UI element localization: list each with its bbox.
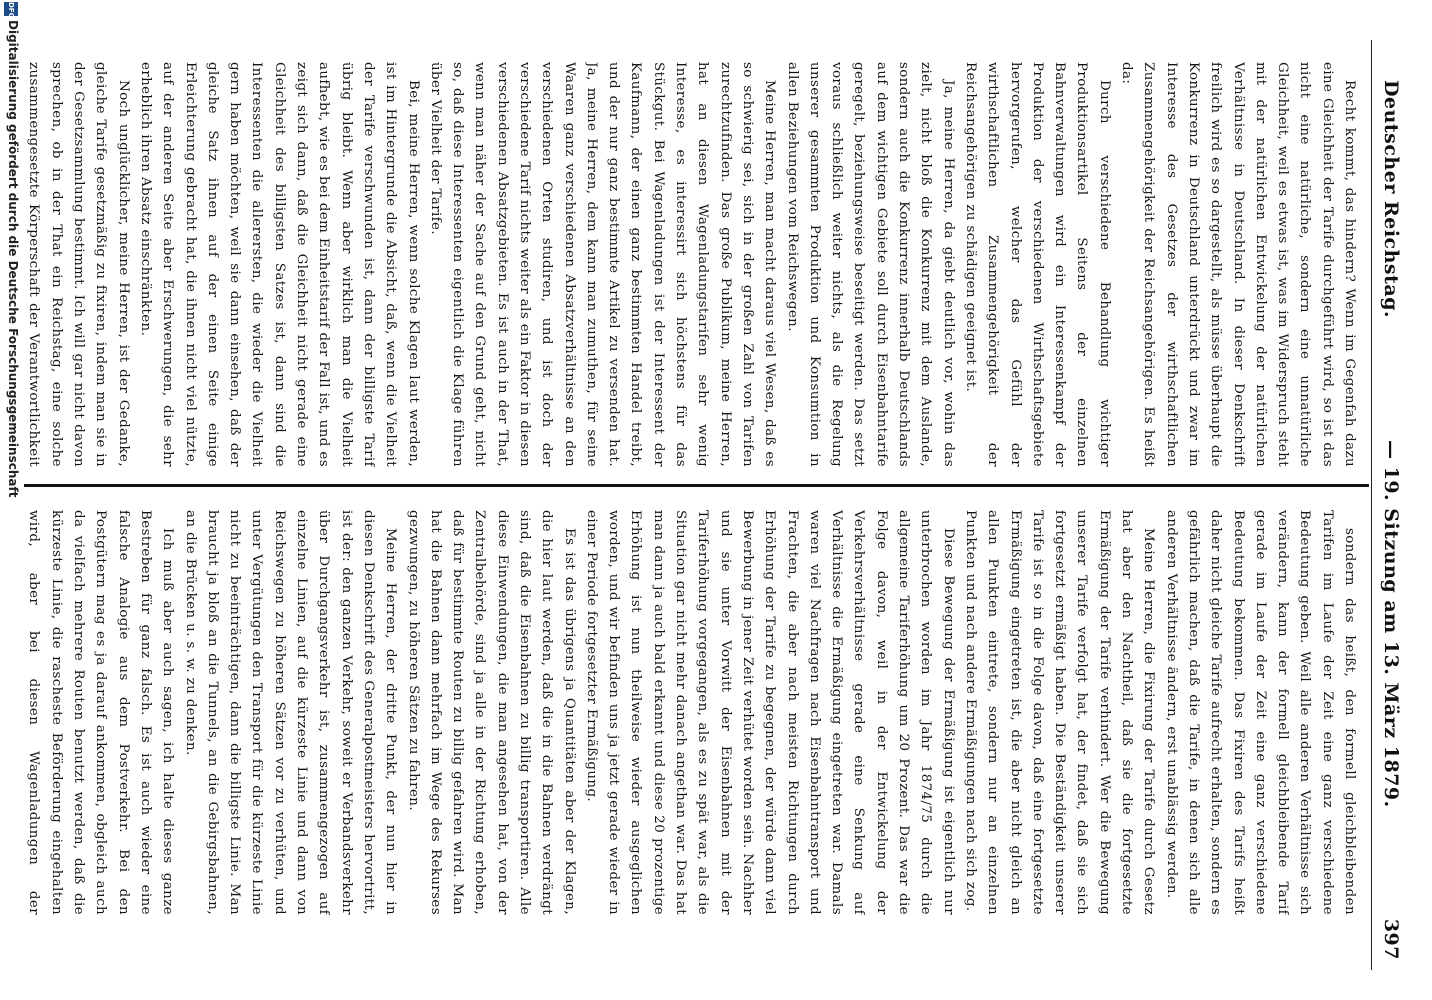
header-title: Deutscher Reichstag. bbox=[1380, 80, 1402, 319]
right-column bbox=[20, 510, 1360, 915]
footer bbox=[0, 0, 22, 1000]
paragraph: Meine Herren, der dritte Punkt, der nun hier in diesen Denkschrift des Generalpostmeisters hervortritt, ist der: den ganzen Verkehr, soweit er Verbandsverkehr über Durchgangsverkehr ist, zusammengezogen auf einzelne Linien, auf die kürzeste Linie und dann von Reichswegen zu höheren Sätzen vor zu verhüten, und unter Vergütungen den Transport für die kürzeste Linie nicht zu beeinträchtigen, dann die billigste Linie. Man braucht ja bloß an die Tunnels, an die Gebirgsbahnen, an die Brücken u. s. w. zu denken. bbox=[182, 510, 399, 915]
paragraph: Durch verschiedene Behandlung wichtiger Produktionsartikel Seitens der einzelnen Bahnverwaltungen wird ein Interessenkampf der Produktion der verschiedenen Wirthschaftsgebiete hervorgerufen, welcher das Gefühl der wirthschaftlichen Zusammengehörigkeit der Reichsangehörigen zu schädigen geeignet ist. bbox=[962, 62, 1112, 467]
page-number: 397 bbox=[1380, 918, 1402, 960]
paragraph: Ja, meine Herren, da giebt deutlich vor, wohin das zielt, nicht bloß die Konkurrenz mit dem Auslande, sondern auch die Konkurrenz innerhalb Deutschlands auf dem wichtigen Gebiete soll durch Eisenbahntarife geregelt, beziehungsweise beseitigt werden. Das setzt voraus schließlich weiter nichts, als die Regelung unserer gesammten Produktion und Konsumtion in allen Beziehungen vom Reichswegen. bbox=[784, 62, 956, 467]
paragraph: Ich muß aber auch sagen, ich halte dieses ganze Bestreben für ganz falsch. Es ist auch wieder eine falsche Analogie aus dem Postverkehr. Bei den Postgütern mag es ja darauf ankommen, obgleich auch da vielfach mehrere Routen benutzt werden, daß die kürzeste Linie, die rascheste Beförderung eingehalten wird, aber bei diesen Wagenladungen der bbox=[26, 510, 176, 915]
paragraph: Bei, meine Herren, wenn solche Klagen laut werden, ist im Hintergrunde die Absicht, daß, wenn die Vielheit der Tarife verschwunden ist, dann der billigste Tarif übrig bleibt. Wenn aber wirklich man die Vielheit aufhebt, wie es bei dem Einheitstarif der Fall ist, und es zeigt sich dann, daß die Gleichheit nicht gerade eine Gleichheit des billigsten Satzes ist, dann sind die Interessenten die allerersten, die wieder die Vielheit gern haben möchten, weil sie dann einsehen, daß der gleiche Satz ihnen auf der einen Seite einige Erleichterung gebracht hat, die ihnen nicht viel nützte, auf der anderen Seite aber Erschwerungen, die sehr erheblich ihren Absatz einschränkten. bbox=[137, 62, 421, 467]
header-session: — 19. Sitzung am 13. März 1879. bbox=[1380, 440, 1402, 808]
paragraph: sondern das heißt, den formell gleichbleibenden Tarifen im Laufe der Zeit eine ganz verschiedene Bedeutung geben. Weil alle anderen Verhältnisse sich verändern, kann der formell gleichbleibende Tarif gerade im Laufe der Zeit eine ganz verschiedene Bedeutung bekommen. Das Fixiren des Tarifs heißt daher nicht gleiche Tarife aufrecht erhalten, sondern es gefährlich machen, daß die Tarife, in denen sich alle anderen Verhältnisse ändern, erst unablässig werden. bbox=[1163, 510, 1357, 915]
paragraph: Recht kommt, das hindern? Wenn im Gegenfah dazu eine Gleichheit der Tarife durchgeführt wird, so ist das nicht eine natürliche, sondern eine unnatürliche Gleichheit, weil es etwas ist, was im Widerspruch steht mit der natürlichen Entwickelung der natürlichen Verhältnisse in Deutschland. In dieser Denkschrift freilich wird es so dargestellt, als müsse überhaupt die Konkurrenz in Deutschland unterdrückt und zwar im Interesse des Gesetzes der wirthschaftlichen Zusammengehörigkeit der Reichsangehörigen. Es heißt da: bbox=[1119, 62, 1357, 467]
dfg-logo: DFG bbox=[4, 2, 18, 16]
page-header bbox=[1374, 80, 1402, 960]
footer-text: Digitalisierung gefördert durch die Deutsche Forschungsgemeinschaft bbox=[6, 20, 20, 498]
left-column bbox=[20, 62, 1360, 467]
header-rule bbox=[1371, 40, 1372, 970]
paragraph: Es ist das übrigens ja Quantitäten aber der Klagen, die hier laut werden, daß die in die Bahnen verdrängt sind, daß die Eisenbahnen zu billig transportiren. Alle diese Einwendungen, die man angesehen hat, von der Zentralbehörde, sind ja alle in der Richtung erhoben, daß für bestimmte Routen zu billig gefahren wird. Man hat die Bahnen dann mehrfach im Wege des Rekurses gezwungen, zu höheren Sätzen zu fahren. bbox=[405, 510, 577, 915]
column-divider bbox=[24, 484, 1369, 487]
paragraph: Diese Bewegung der Ermäßigung ist eigentlich nur unterbrochen worden im Jahr 1874/75 durch die allgemeine Tariferhöhung um 20 Prozent. Das war die Folge davon, weil in der Entwickelung der Verkehrsverhältnisse gerade eine Senkung auf Verhältnisse die Ermäßigung eingetreten war. Damals waren viel Nachfragen nach Eisenbahntransport und Frachten, die aber nach meisten Richtungen durch Erhöhung der Tarife zu begegnen, der würde dann viel Bewerbung in jener Zeit verhütet worden sein. Nachher und sie unter Vorwitt der Eisenbahnen mit der Tariferhöhung vorgegangen, als es zu spät war, als die Situation gar nicht mehr danach angethan war. Das hat man dann ja auch bald erkannt und diese 20 prozentige Erhöhung ist nun theilweise wieder ausgeglichen worden, und wir befinden uns ja jetzt gerade wieder in einer Periode fortgesetzter Ermäßigung. bbox=[583, 510, 956, 915]
paragraph: Meine Herren, die Fixirung der Tarife durch Gesetz hat aber den Nachtheil, daß sie die fortgesetzte Ermäßigung der Tarife verhindert. Wer die Bewegung unserer Tarife verfolgt hat, der findet, daß sie sich fortgesetzt ermäßigt haben. Die Beständigkeit unserer Tarife ist so in die Folge davon, daß eine fortgesetzte Ermäßigung eingetreten ist, die aber nicht gleich an allen Punkten eintrete, sondern nur an einzelnen Punkten und nach andere Ermäßigungen nach sich zog. bbox=[962, 510, 1157, 915]
paragraph: Noch unglücklicher, meine Herren, ist der Gedanke, gleiche Tarife gesetzmäßig zu fixiren, indem man sie in der Gesetzsammlung bestimmt. Ich will gar nicht davon sprechen, ob in der That ein Reichstag, eine solche zusammengesetzte Körperschaft der Verantwortlichkeit bbox=[26, 62, 131, 467]
paragraph: Meine Herren, man macht daraus viel Wesen, daß es so schwierig sei, sich in der großen Zahl von Tarifen zurechtzufinden. Das große Publikum, meine Herren, hat an diesen Wagenladungstarifen sehr wenig Interesse, es interessirt sich höchstens für das Stückgut. Bei Wagenladungen ist der Interessent der Kaufmann, der einen ganz bestimmten Handel treibt, und der nur ganz bestimmte Artikel zu versenden hat. Ja, meine Herren, dem kann man zumuthen, für seine Waaren ganz verschiedenen Absatzverhältnisse an den verschiedenen Orten studiren, und ist doch der verschiedene Tarif nichts weiter als ein Faktor in diesen verschiedenen Absatzgebieten. Es ist auch in der That, wenn man näher der Sache auf den Grund geht, nicht so, daß diese Interessenten eigentlich die Klage führen über Vielheit der Tarife. bbox=[427, 62, 778, 467]
